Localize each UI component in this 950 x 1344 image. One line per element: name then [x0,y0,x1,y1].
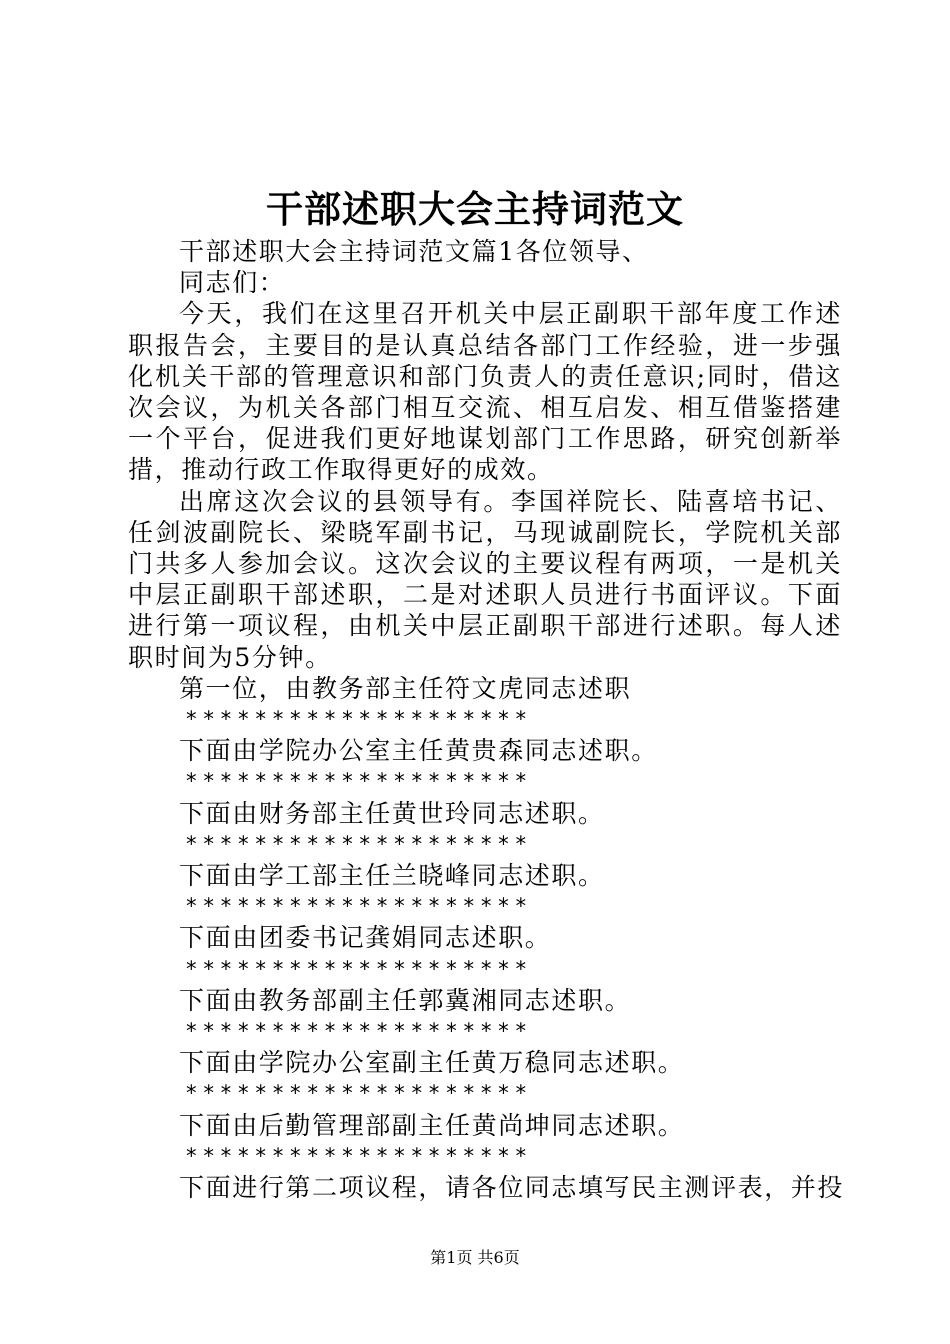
document-body [128,236,845,1203]
separator-line: ******************** [185,1019,532,1044]
page-number: 第1页 共6页 [430,1248,520,1267]
intro-line: 干部述职大会主持词范文篇1各位领导、 [179,237,649,266]
speaker-line: 下面由学院办公室主任黄贵森同志述职。 [179,736,658,766]
speaker-line: 下面由财务部主任黄世玲同志述职。 [179,798,605,828]
speaker-line: 下面由教务部副主任郭冀湘同志述职。 [179,985,632,1015]
separator-line: ******************** [185,1143,532,1168]
document-title: 干部述职大会主持词范文 [266,187,684,231]
opening-paragraph: 今天，我们在这里召开机关中层正副职干部年度工作述职报告会，主要目的是认真总结各部门工作经验，进一步强化机关干部的管理意识和部门负责人的责任意识;同时，借这次会议，为机关各部门相互交流、相互启发、相互借鉴搭建一个平台，促进我们更好地谋划部门工作思路，研究创新举措，推动行政工作取得更好的成效。 [128,299,842,485]
salutation-line: 同志们： [179,268,286,298]
agenda-line: 下面进行第二项议程，请各位同志填写民主测评表，并投 [179,1173,845,1203]
separator-line: ******************** [185,769,532,794]
separator-line: ******************** [185,831,532,856]
speaker-line: 下面由后勤管理部副主任黄尚坤同志述职。 [179,1110,685,1140]
separator-line: ******************** [185,956,532,981]
separator-line: ******************** [185,707,532,732]
attendees-paragraph: 出席这次会议的县领导有。李国祥院长、陆喜培书记、任剑波副院长、梁晓军副书记，马现诚副院长，学院机关部门共多人参加会议。这次会议的主要议程有两项，一是机关中层正副职干部述职，二是对述职人员进行书面评议。下面进行第一项议程，由机关中层正副职干部进行述职。每人述职时间为5分钟。 [128,486,842,672]
speaker-line: 第一位，由教务部主任符文虎同志述职 [179,673,632,703]
speaker-line: 下面由学院办公室副主任黄万稳同志述职。 [179,1048,685,1078]
separator-line: ******************** [185,894,532,919]
speaker-line: 下面由学工部主任兰晓峰同志述职。 [179,861,605,891]
speaker-line: 下面由团委书记龚娟同志述职。 [179,923,552,953]
separator-line: ******************** [185,1081,532,1106]
